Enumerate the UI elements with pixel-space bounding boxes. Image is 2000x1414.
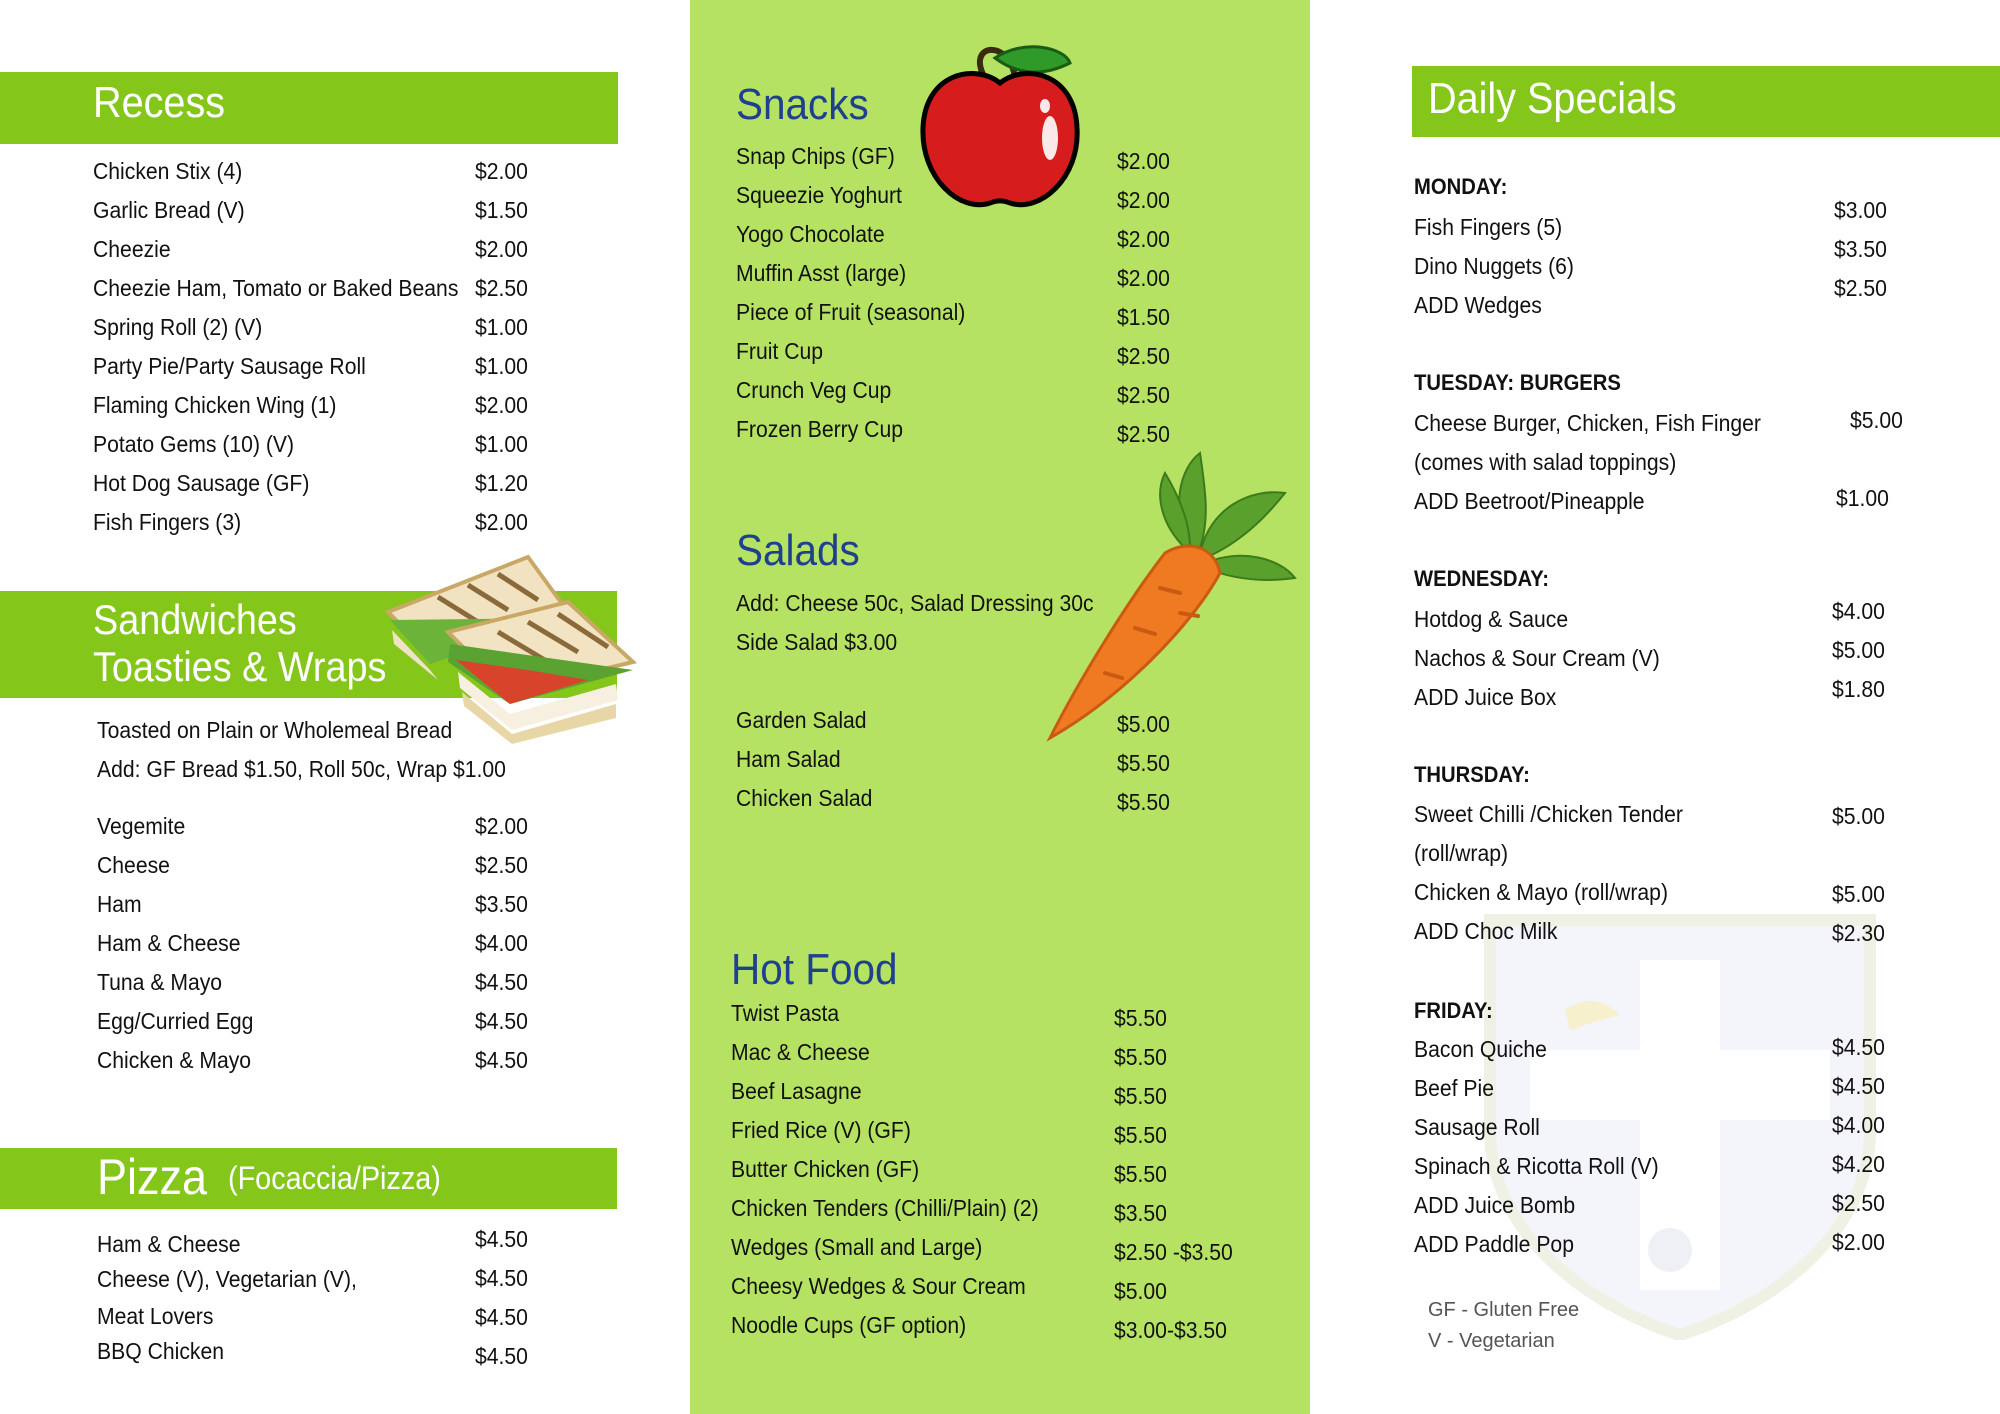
item-price: $5.50 xyxy=(1114,1122,1167,1148)
item-price: $4.50 xyxy=(1832,1034,1885,1060)
list-item: Fruit Cup xyxy=(736,338,824,364)
item-price: $2.50 xyxy=(1117,382,1170,408)
list-item: Chicken & Mayo xyxy=(97,1047,252,1073)
list-item: Ham xyxy=(97,891,142,917)
item-price: $4.50 xyxy=(475,1008,528,1034)
list-item: Flaming Chicken Wing (1) xyxy=(93,392,337,418)
snacks-title: Snacks xyxy=(736,80,869,129)
item-price: $4.00 xyxy=(1832,598,1885,624)
list-item: Squeezie Yoghurt xyxy=(736,182,902,208)
item-price: $2.50 xyxy=(1117,343,1170,369)
pizza-title: Pizza xyxy=(97,1149,208,1205)
list-item: ADD Beetroot/Pineapple xyxy=(1414,488,1645,514)
list-item: Cheese (V), Vegetarian (V), xyxy=(97,1266,357,1292)
list-item: Muffin Asst (large) xyxy=(736,260,907,286)
item-price: $2.50 -$3.50 xyxy=(1114,1239,1233,1265)
salads-title: Salads xyxy=(736,526,860,575)
sandwiches-title-line2: Toasties & Wraps xyxy=(93,643,387,690)
list-item: Fish Fingers (5) xyxy=(1414,214,1563,240)
item-price: $4.50 xyxy=(475,1226,528,1252)
list-item: Butter Chicken (GF) xyxy=(731,1156,920,1182)
item-price: $2.00 xyxy=(1117,226,1170,252)
list-item: Noodle Cups (GF option) xyxy=(731,1312,967,1338)
list-item: Ham & Cheese xyxy=(97,930,241,956)
list-item: Snap Chips (GF) xyxy=(736,143,895,169)
item-price: $1.00 xyxy=(475,314,528,340)
list-item: Yogo Chocolate xyxy=(736,221,885,247)
legend-vegetarian: V - Vegetarian xyxy=(1428,1330,1555,1352)
list-item: Cheesy Wedges & Sour Cream xyxy=(731,1273,1026,1299)
item-price: $2.00 xyxy=(475,813,528,839)
item-price: $2.00 xyxy=(475,236,528,262)
hot-food-title: Hot Food xyxy=(731,945,898,994)
recess-title: Recess xyxy=(93,78,226,127)
list-item: ADD Juice Box xyxy=(1414,684,1557,710)
list-item: Vegemite xyxy=(97,813,186,839)
item-price: $4.20 xyxy=(1832,1151,1885,1177)
list-item: Chicken Tenders (Chilli/Plain) (2) xyxy=(731,1195,1039,1221)
list-item: Nachos & Sour Cream (V) xyxy=(1414,645,1660,671)
item-price: $5.50 xyxy=(1114,1005,1167,1031)
item-price: $3.50 xyxy=(475,891,528,917)
item-price: $4.50 xyxy=(475,1265,528,1291)
list-item: Cheezie Ham, Tomato or Baked Beans xyxy=(93,275,459,301)
item-price: $4.50 xyxy=(475,969,528,995)
item-price: $5.00 xyxy=(1114,1278,1167,1304)
item-price: $2.00 xyxy=(475,158,528,184)
list-item: Garlic Bread (V) xyxy=(93,197,245,223)
item-price: $4.50 xyxy=(1832,1073,1885,1099)
list-item: Ham Salad xyxy=(736,746,841,772)
item-price: $3.00 xyxy=(1834,197,1887,223)
item-price: $5.00 xyxy=(1117,711,1170,737)
list-item: Garden Salad xyxy=(736,707,867,733)
sandwiches-note2: Add: GF Bread $1.50, Roll 50c, Wrap $1.00 xyxy=(97,756,506,782)
item-price: $5.00 xyxy=(1832,637,1885,663)
item-price: $2.50 xyxy=(1832,1190,1885,1216)
item-price: $2.00 xyxy=(475,509,528,535)
wednesday-label: WEDNESDAY: xyxy=(1414,566,1549,591)
list-item: Spinach & Ricotta Roll (V) xyxy=(1414,1153,1659,1179)
list-item: Egg/Curried Egg xyxy=(97,1008,254,1034)
salads-note2: Side Salad $3.00 xyxy=(736,629,898,655)
list-item: Cheese Burger, Chicken, Fish Finger xyxy=(1414,410,1761,436)
list-item: Frozen Berry Cup xyxy=(736,416,903,442)
item-price: $2.50 xyxy=(1117,421,1170,447)
list-item: Twist Pasta xyxy=(731,1000,840,1026)
item-price: $4.50 xyxy=(475,1047,528,1073)
thursday-label: THURSDAY: xyxy=(1414,762,1530,787)
list-item: Tuna & Mayo xyxy=(97,969,223,995)
item-price: $5.00 xyxy=(1850,407,1903,433)
item-price: $3.50 xyxy=(1834,236,1887,262)
list-item: Party Pie/Party Sausage Roll xyxy=(93,353,366,379)
item-price: $5.50 xyxy=(1117,789,1170,815)
list-item: ADD Juice Bomb xyxy=(1414,1192,1576,1218)
item-price: $2.00 xyxy=(1832,1229,1885,1255)
list-item: (roll/wrap) xyxy=(1414,840,1509,866)
legend-gluten-free: GF - Gluten Free xyxy=(1428,1299,1580,1321)
list-item: Beef Lasagne xyxy=(731,1078,862,1104)
list-item: Sweet Chilli /Chicken Tender xyxy=(1414,801,1683,827)
list-item: Potato Gems (10) (V) xyxy=(93,431,295,457)
apple-icon xyxy=(915,38,1085,213)
item-price: $1.50 xyxy=(1117,304,1170,330)
item-price: $1.80 xyxy=(1832,676,1885,702)
list-item: Wedges (Small and Large) xyxy=(731,1234,983,1260)
item-price: $5.50 xyxy=(1114,1044,1167,1070)
item-price: $1.00 xyxy=(1836,485,1889,511)
list-item: Dino Nuggets (6) xyxy=(1414,253,1574,279)
list-item: ADD Choc Milk xyxy=(1414,918,1558,944)
list-item: ADD Paddle Pop xyxy=(1414,1231,1574,1257)
list-item: Hotdog & Sauce xyxy=(1414,606,1569,632)
list-item: BBQ Chicken xyxy=(97,1338,225,1364)
item-price: $2.00 xyxy=(1117,265,1170,291)
item-price: $4.00 xyxy=(475,930,528,956)
list-item: Ham & Cheese xyxy=(97,1231,241,1257)
sandwiches-note1: Toasted on Plain or Wholemeal Bread xyxy=(97,717,453,743)
item-price: $1.00 xyxy=(475,431,528,457)
item-price: $5.00 xyxy=(1832,803,1885,829)
list-item: Chicken & Mayo (roll/wrap) xyxy=(1414,879,1669,905)
list-item: Cheese xyxy=(97,852,170,878)
list-item: Fish Fingers (3) xyxy=(93,509,242,535)
item-price: $5.50 xyxy=(1117,750,1170,776)
tuesday-label: TUESDAY: BURGERS xyxy=(1414,370,1621,395)
item-price: $5.00 xyxy=(1832,881,1885,907)
item-price: $2.00 xyxy=(1117,187,1170,213)
daily-specials-title: Daily Specials xyxy=(1428,74,1677,123)
list-item: Beef Pie xyxy=(1414,1075,1494,1101)
item-price: $5.50 xyxy=(1114,1161,1167,1187)
item-price: $2.00 xyxy=(1117,148,1170,174)
list-item: Spring Roll (2) (V) xyxy=(93,314,263,340)
item-price: $2.30 xyxy=(1832,920,1885,946)
list-item: Hot Dog Sausage (GF) xyxy=(93,470,310,496)
monday-label: MONDAY: xyxy=(1414,174,1508,199)
list-item: Fried Rice (V) (GF) xyxy=(731,1117,911,1143)
list-item: Bacon Quiche xyxy=(1414,1036,1547,1062)
item-price: $1.20 xyxy=(475,470,528,496)
item-price: $1.50 xyxy=(475,197,528,223)
list-item: Mac & Cheese xyxy=(731,1039,870,1065)
pizza-subtitle: (Focaccia/Pizza) xyxy=(228,1160,441,1196)
list-item: (comes with salad toppings) xyxy=(1414,449,1677,475)
item-price: $2.50 xyxy=(475,852,528,878)
item-price: $4.50 xyxy=(475,1343,528,1369)
item-price: $2.50 xyxy=(475,275,528,301)
item-price: $1.00 xyxy=(475,353,528,379)
salads-note1: Add: Cheese 50c, Salad Dressing 30c xyxy=(736,590,1094,616)
item-price: $3.50 xyxy=(1114,1200,1167,1226)
list-item: Meat Lovers xyxy=(97,1303,214,1329)
list-item: Crunch Veg Cup xyxy=(736,377,892,403)
friday-label: FRIDAY: xyxy=(1414,998,1493,1023)
list-item: Piece of Fruit (seasonal) xyxy=(736,299,966,325)
list-item: Sausage Roll xyxy=(1414,1114,1540,1140)
list-item: ADD Wedges xyxy=(1414,292,1542,318)
item-price: $3.00-$3.50 xyxy=(1114,1317,1227,1343)
list-item: Chicken Stix (4) xyxy=(93,158,243,184)
sandwiches-title-line1: Sandwiches xyxy=(93,596,297,643)
list-item: Cheezie xyxy=(93,236,171,262)
item-price: $4.00 xyxy=(1832,1112,1885,1138)
item-price: $2.00 xyxy=(475,392,528,418)
item-price: $4.50 xyxy=(475,1304,528,1330)
item-price: $2.50 xyxy=(1834,275,1887,301)
sandwich-icon xyxy=(378,552,650,744)
list-item: Chicken Salad xyxy=(736,785,873,811)
item-price: $5.50 xyxy=(1114,1083,1167,1109)
